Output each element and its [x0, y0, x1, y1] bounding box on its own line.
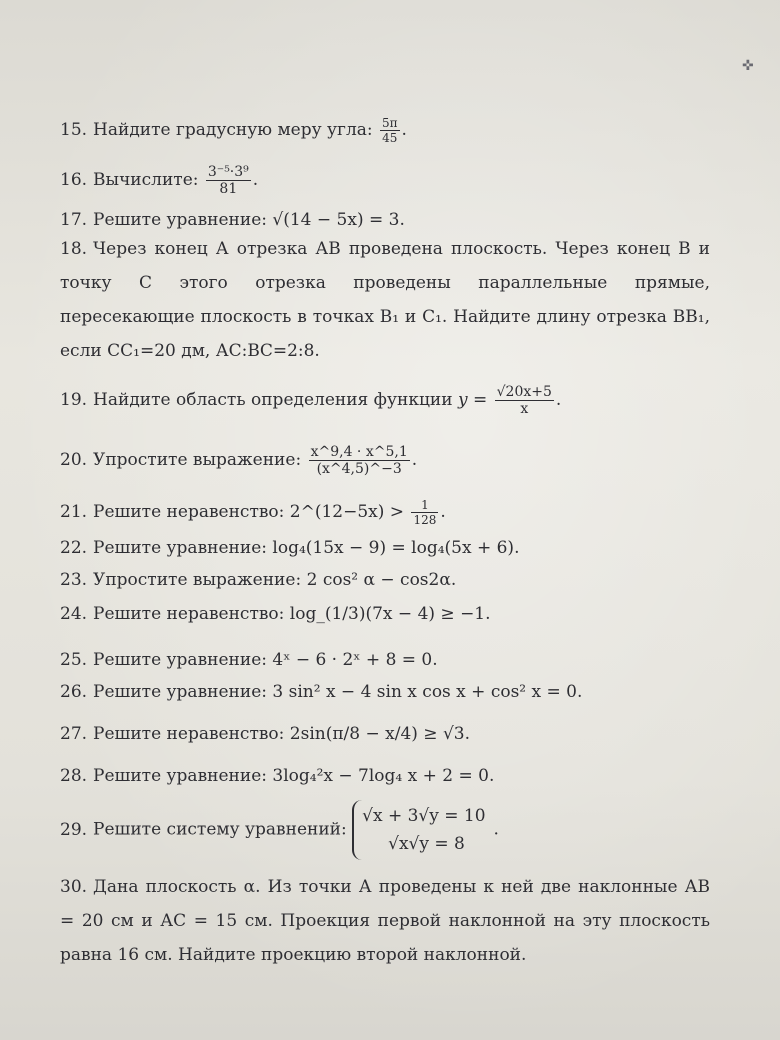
problem-29: 29. Решите систему уравнений: √x + 3√y = 10 √x√y = 8 . — [60, 800, 710, 860]
problem-22: 22. Решите уравнение: log₄(15x − 9) = log₄(5x + 6). — [60, 538, 520, 558]
problem-19: 19. Найдите область определения функции y = $\frac{√20x+5}{x}$ . — [60, 384, 562, 417]
problem-21: 21. Решите неравенство: 2^(12−5x) > $\frac{1}{128}$ . — [60, 498, 446, 527]
problem-24: 24. Решите неравенство: log_(1/3)(7x − 4) ≥ −1. — [60, 604, 491, 624]
problem-17: 17. Решите уравнение: √(14 − 5x) = 3. — [60, 210, 405, 230]
fraction: $\frac{x\^{}9,4 \cdot x\^{}5,1}{(x\^{}4,5)\^{}-3}$ — [310, 444, 408, 477]
problem-27: 27. Решите неравенство: 2sin(π/8 − x/4) ≥ √3. — [60, 724, 470, 744]
problem-23: 23. Упростите выражение: 2 cos² α − cos2α. — [60, 570, 457, 590]
problem-28: 28. Решите уравнение: 3log₄²x − 7log₄ x + 2 = 0. — [60, 766, 495, 786]
problem-25: 25. Решите уравнение: 4ˣ − 6 · 2ˣ + 8 = 0. — [60, 650, 438, 670]
problem-20: 20. Упростите выражение: $\frac{x\^{}9,4 \cdot x\^{}5,1}{(x\^{}4,5)\^{}-3}$ . — [60, 444, 418, 477]
fraction: $\frac{√20x+5}{x}$ — [496, 384, 552, 417]
pin-icon: ✜ — [742, 58, 754, 74]
problem-15: 15. Найдите градусную меру угла: $\frac{5\pi}{45}$ . — [60, 116, 407, 145]
problem-16: 16. Вычислите: $\frac{\text{3⁻⁵·3⁹}}{81}$ . — [60, 164, 259, 197]
fraction: $\frac{5\pi}{45}$ — [382, 116, 398, 145]
problem-18: 18. Через конец А отрезка АВ проведена плоскость. Через конец В и точку С этого отрезка проведены параллельные прямые, пересекающие плоскость в точках В₁ и С₁. Найдите длину отрезка ВВ₁, если СС₁=20 дм, АС:ВС=2:8. — [60, 239, 710, 361]
fraction: $\frac{\text{3⁻⁵·3⁹}}{81}$ — [207, 164, 249, 197]
equation-system: √x + 3√y = 10 √x√y = 8 — [352, 800, 493, 860]
problem-30: 30. Дана плоскость α. Из точки А проведены к ней две наклонные АВ = 20 см и АС = 15 см. Проекция первой наклонной на эту плоскость равна 16 см. Найдите проекцию второй наклонной. — [60, 877, 710, 965]
fraction: $\frac{1}{128}$ — [413, 498, 437, 527]
problem-26: 26. Решите уравнение: 3 sin² x − 4 sin x cos x + cos² x = 0. — [60, 682, 583, 702]
